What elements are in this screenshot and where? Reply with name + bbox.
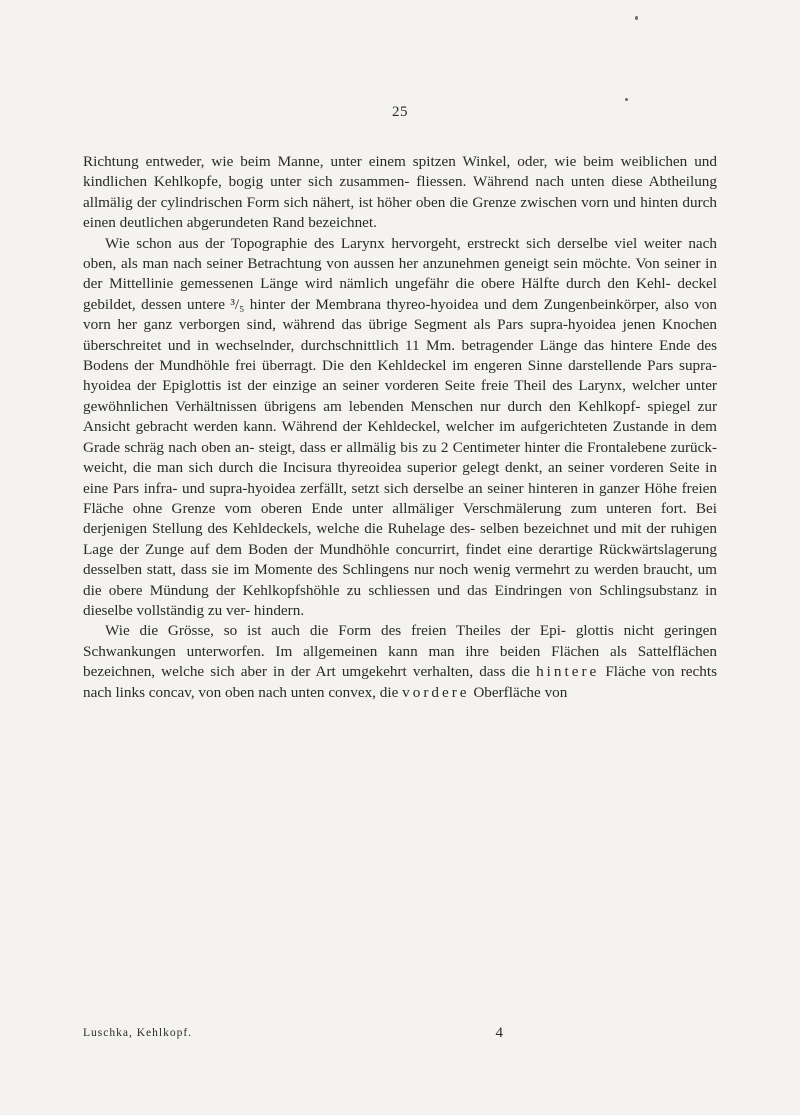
text-run: Oberfläche von xyxy=(469,683,568,701)
footer-author: Luschka, Kehlkopf. xyxy=(83,1027,193,1039)
page-number: 25 xyxy=(392,104,408,120)
paragraph xyxy=(83,621,717,703)
emphasized-text: vordere xyxy=(402,683,470,701)
paper-speck xyxy=(625,98,628,101)
text-run: Richtung entweder, wie beim Manne, unter einem spitzen Winkel, oder, wie beim weiblichen und kindlichen Kehlkopfe, bogig unter sich zusammen- fliessen. Während nach unten diese Abtheilung allmälig der cylindrischen Form sich nähert, ist höher oben die Grenze zwischen vorn und hinten durch einen deutlichen abgerundeten Rand bezeichnet. xyxy=(83,153,717,232)
text-run: Wie die Grösse, so ist auch die Form des freien Theiles der Epi- glottis nicht geringen Schwankungen unterworfen. Im allgemeinen kann man ihre beiden Flächen als Sattelflächen bezeichnen, welche sich aber in der Art umgekehrt verhalten, dass die xyxy=(83,622,717,681)
paragraph xyxy=(83,152,717,234)
signature-mark: 4 xyxy=(495,1025,503,1041)
emphasized-text: hintere xyxy=(536,663,600,681)
body-text xyxy=(83,152,717,703)
paragraph xyxy=(83,234,717,622)
paper-speck xyxy=(635,16,638,20)
text-run: Fläche von rechts nach links concav, von oben nach unten convex, die xyxy=(83,663,717,701)
text-run: Wie schon aus der Topographie des Larynx hervorgeht, erstreckt sich derselbe viel weiter nach oben, als man nach seiner Betrachtung von aussen her anzunehmen geneigt sein möchte. Von seiner in der Mittellinie gemessenen Länge wird nämlich ungefähr die obere Hälfte durch den Kehl- deckel gebildet, dessen untere ³/₅ hinter der Membrana thyreo-hyoidea und dem Zungenbeinkörper, also von vorn her ganz verborgen sind, während das übrige Segment als Pars supra-hyoidea jenen Knochen überschreitet und in wechselnder, durchschnittlich 11 Mm. betragender Länge das hintere Ende des Bodens der Mundhöhle frei überragt. Die den Kehldeckel im engeren Sinne darstellende Pars supra-hyoidea der Epiglottis ist der einzige an seiner vorderen Seite freie Theil des Larynx, welcher unter gewöhnlichen Verhältnissen übrigens am lebenden Menschen nur durch den Kehlkopf- spiegel zur Ansicht gebracht werden kann. Während der Kehldeckel, welcher im aufgerichteten Zustande in dem Grade schräg nach oben an- steigt, dass er allmälig bis zu 2 Centimeter hinter die Frontalebene zurück- weicht, die man sich durch die Incisura thyreoidea superior gelegt denkt, an seiner vorderen Seite in eine Pars infra- und supra-hyoidea zerfällt, setzt sich derselbe an seiner hinteren in ganzer Höhe freien Fläche ohne Grenze vom oberen Ende unter allmäliger Verschmälerung zum unteren fort. Bei derjenigen Stellung des Kehldeckels, welche die Ruhelage des- selben bezeichnet und mit der ruhigen Lage der Zunge auf dem Boden der Mundhöhle concurrirt, findet eine derartige Rückwärtslagerung desselben statt, dass sie im Momente des Schlingens nur noch wenig vermehrt zu werden braucht, um die obere Mündung der Kehlkopfshöhle zu schliessen und das Eindringen von Schlingsubstanz in dieselbe vollständig zu ver- hindern. xyxy=(83,234,717,619)
page-footer xyxy=(83,1027,503,1042)
